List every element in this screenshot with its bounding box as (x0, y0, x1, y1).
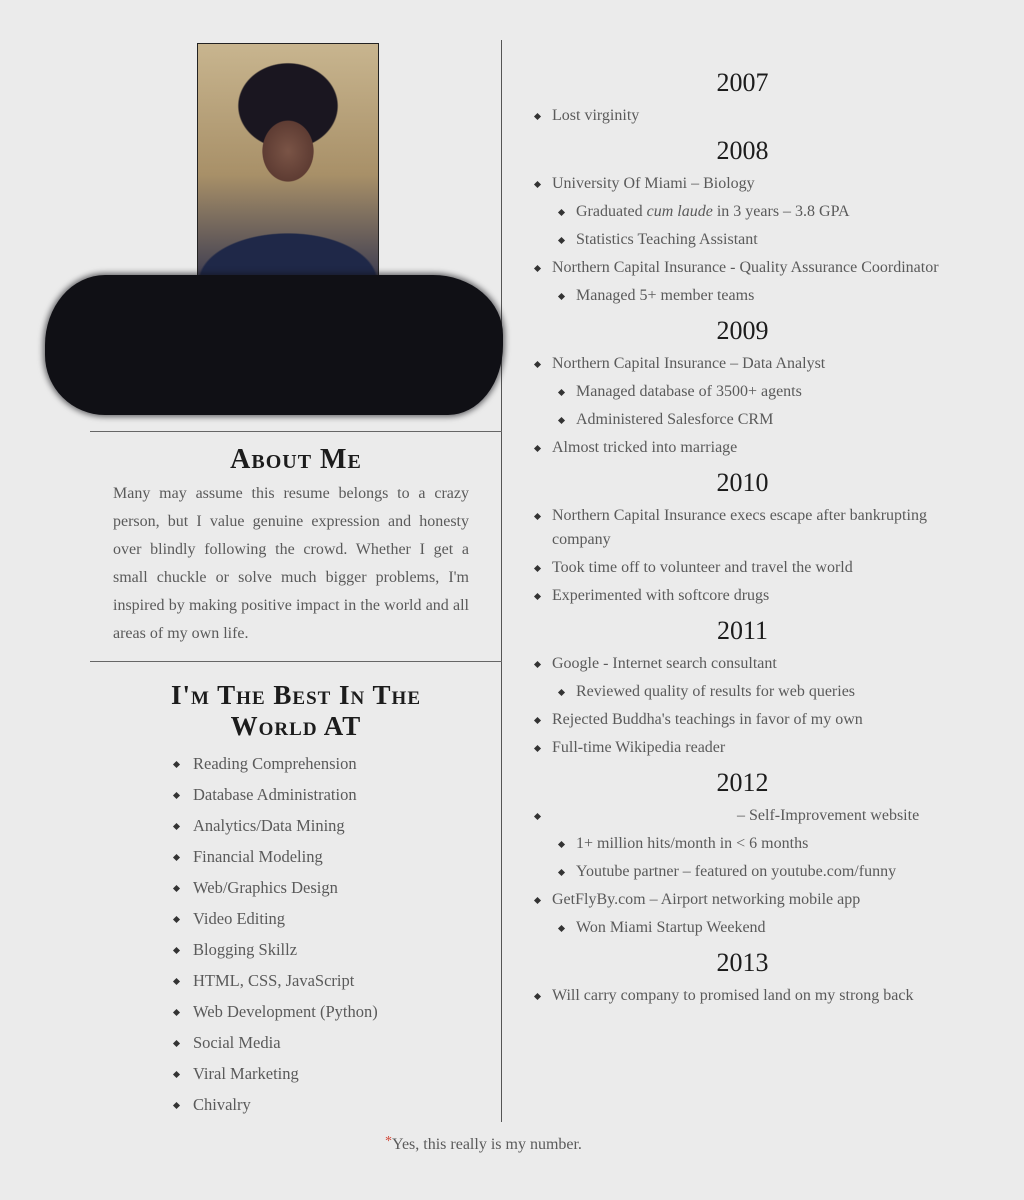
footnote-text: Yes, this really is my number. (392, 1136, 582, 1153)
divider-above-skills (90, 661, 502, 662)
skill-item: Financial Modeling (174, 841, 378, 872)
skill-item: Chivalry (174, 1089, 378, 1120)
timeline-subitem: Won Miami Startup Weekend (559, 916, 975, 940)
about-me-text: Many may assume this resume belongs to a crazy person, but I value genuine expression and honesty over blindly following the crowd. Whether I get a small chuckle or solve much bigger problems, I'm inspired by making positive impact in the world and all areas of my own life. (113, 485, 469, 642)
timeline-item: Google - Internet search consultant (535, 652, 975, 676)
footnote (385, 1136, 582, 1154)
timeline-item: Lost virginity (535, 104, 975, 128)
skill-item: Social Media (174, 1027, 378, 1058)
skill-item: Video Editing (174, 903, 378, 934)
timeline (535, 66, 975, 1008)
best-at-heading: I'm The Best In The World AT (170, 680, 422, 741)
year-heading: 2011 (716, 616, 769, 645)
column-divider (501, 40, 502, 1122)
timeline-subitem: Managed database of 3500+ agents (559, 380, 975, 404)
skill-item: Blogging Skillz (174, 934, 378, 965)
skill-item: Web Development (Python) (174, 996, 378, 1027)
skills-list (174, 748, 378, 1120)
timeline-subitem: Statistics Teaching Assistant (559, 228, 975, 252)
skill-item: Reading Comprehension (174, 748, 378, 779)
asterisk-icon: * (385, 1134, 392, 1149)
profile-photo (197, 43, 379, 283)
year-heading: 2013 (716, 948, 769, 977)
timeline-subitem: Youtube partner – featured on youtube.com/funny (559, 860, 975, 884)
timeline-item: Northern Capital Insurance – Data Analyst (535, 352, 975, 376)
timeline-item: – Self-Improvement website (535, 804, 975, 828)
emphasis-text: cum laude (646, 203, 713, 220)
timeline-subitem: Graduated cum laude in 3 years – 3.8 GPA (559, 200, 975, 224)
timeline-subitem: 1+ million hits/month in < 6 months (559, 832, 975, 856)
skill-item: HTML, CSS, JavaScript (174, 965, 378, 996)
skill-item: Analytics/Data Mining (174, 810, 378, 841)
timeline-subitem: Reviewed quality of results for web queries (559, 680, 975, 704)
timeline-item: Rejected Buddha's teachings in favor of my own (535, 708, 975, 732)
year-heading: 2008 (716, 136, 769, 165)
skill-item: Database Administration (174, 779, 378, 810)
timeline-item: Northern Capital Insurance execs escape after bankrupting company (535, 504, 975, 552)
year-heading: 2007 (716, 68, 769, 97)
skill-item: Viral Marketing (174, 1058, 378, 1089)
timeline-item: Experimented with softcore drugs (535, 584, 975, 608)
year-heading: 2010 (716, 468, 769, 497)
timeline-item: Will carry company to promised land on my strong back (535, 984, 975, 1008)
about-me-heading: About Me (230, 444, 362, 475)
timeline-item: Took time off to volunteer and travel the world (535, 556, 975, 580)
timeline-item: GetFlyBy.com – Airport networking mobile app (535, 888, 975, 912)
timeline-item: Full-time Wikipedia reader (535, 736, 975, 760)
timeline-subitem: Managed 5+ member teams (559, 284, 975, 308)
timeline-item: Almost tricked into marriage (535, 436, 975, 460)
divider-above-about (90, 431, 502, 432)
redacted-name-block (45, 275, 503, 415)
skill-item: Web/Graphics Design (174, 872, 378, 903)
timeline-subitem: Administered Salesforce CRM (559, 408, 975, 432)
year-heading: 2012 (716, 768, 769, 797)
timeline-item: Northern Capital Insurance - Quality Assurance Coordinator (535, 256, 975, 280)
timeline-item: University Of Miami – Biology (535, 172, 975, 196)
year-heading: 2009 (716, 316, 769, 345)
